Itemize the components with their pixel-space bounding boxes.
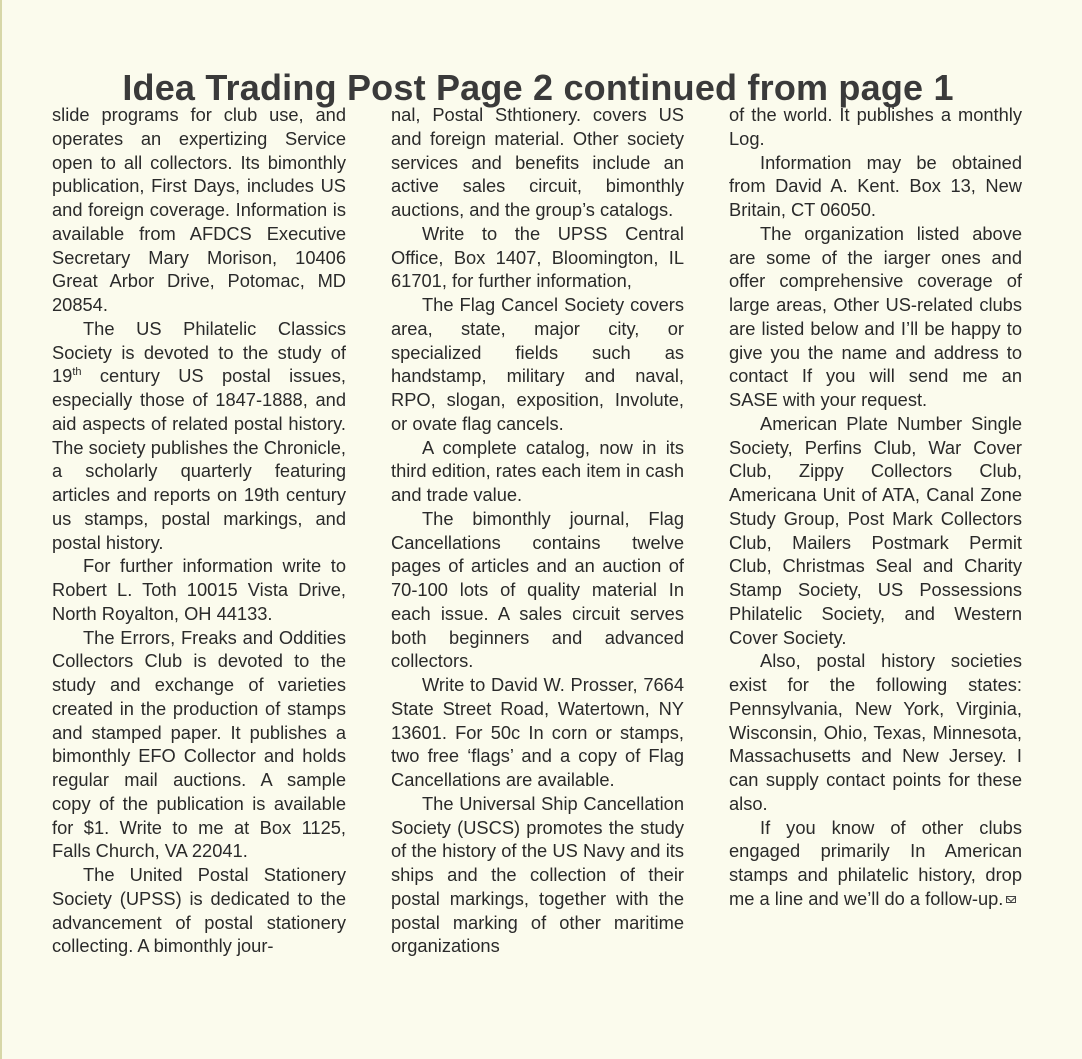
paragraph: The bimonthly journal, Flag Cancellations contains twelve pages of articles and an auction of 70-100 lots of quality material In each issue. A sales circuit serves both beginners and advanced collectors. <box>391 507 684 672</box>
paragraph: The Universal Ship Cancellation Society (USCS) promotes the study of the history of the US Navy and its ships and the collection of their postal markings, together with the postal marking of other maritime organizations <box>391 792 684 957</box>
paragraph: Write to the UPSS Central Office, Box 1407, Bloomington, IL 61701, for further information, <box>391 222 684 292</box>
envelope-icon <box>1006 896 1016 903</box>
article-column-2 <box>391 103 684 958</box>
ordinal-superscript: th <box>72 366 82 379</box>
paragraph: The Errors, Freaks and Oddities Collectors Club is devoted to the study and exchange of varieties created in the production of stamps and stamped paper. It publishes a bimonthly EFO Collector and holds regular mail auctions. A sample copy of the publication is available for $1. Write to me at Box 1125, Falls Church, VA 22041. <box>52 626 346 862</box>
paragraph: For further information write to Robert L. Toth 10015 Vista Drive, North Royalton, OH 44133. <box>52 555 346 624</box>
paragraph: of the world. It publishes a monthly Log. <box>729 104 1022 149</box>
article-column-3 <box>729 103 1022 911</box>
paragraph: The Flag Cancel Society covers area, state, major city, or specialized fields such as handstamp, military and naval, RPO, slogan, exposition, Involute, or ovate flag cancels. <box>391 294 684 434</box>
paragraph: nal, Postal Sthtionery. covers US and foreign material. Other society services and benefits include an active sales circuit, bimonthly auctions, and the group’s catalogs. <box>391 104 684 220</box>
paragraph-text: If you know of other clubs engaged primarily In American stamps and philatelic history, drop me a line and we’ll do a follow-up. <box>729 816 1022 909</box>
paragraph: Also, postal history societies exist for the following states: Pennsylvania, New York, Virginia, Wisconsin, Ohio, Texas, Minnesota, Massachusetts and New Jersey. I can supply contact points for these also. <box>729 650 1022 814</box>
paragraph-text: century US postal issues, especially those of 1847-1888, and aid aspects of related postal history. The society publishes the Chronicle, a scholarly quarterly featuring articles and reports on 19th century us stamps, postal markings, and postal history. <box>52 365 346 553</box>
paragraph: The United Postal Stationery Society (UPSS) is dedicated to the advancement of postal stationery collecting. A bimonthly jour- <box>52 864 346 957</box>
paragraph: A complete catalog, now in its third edition, rates each item in cash and trade value. <box>391 436 684 505</box>
paragraph <box>729 816 1022 911</box>
paragraph: slide programs for club use, and operates an expertizing Service open to all collectors. Its bimonthly publication, First Days, includes US and foreign coverage. Information is available from AFDCS Executive Secretary Mary Morison, 10406 Great Arbor Drive, Potomac, MD 20854. <box>52 104 346 315</box>
paragraph: American Plate Number Single Society, Perfins Club, War Cover Club, Zippy Collectors Club, Americana Unit of ATA, Canal Zone Study Group, Post Mark Collectors Club, Mailers Postmark Permit Club, Christmas Seal and Charity Stamp Society, US Possessions Philatelic Society, and Western Cover Society. <box>729 412 1022 648</box>
article-column-1 <box>52 103 346 958</box>
paragraph-text: The US Philatelic Classics Society is devoted to the study of 19 <box>52 317 346 387</box>
paragraph: Write to David W. Prosser, 7664 State Street Road, Watertown, NY 13601. For 50c In corn or stamps, two free ‘flags’ and a copy of Flag Cancellations are available. <box>391 674 684 790</box>
paragraph <box>52 317 346 555</box>
paragraph: The organization listed above are some of the iarger ones and offer comprehensive coverage of large areas, Other US-related clubs are listed below and I’ll be happy to give you the name and address to contact If you will send me an SASE with your request. <box>729 222 1022 410</box>
page-title: Idea Trading Post Page 2 continued from page 1 <box>122 67 954 109</box>
paragraph: Information may be obtained from David A. Kent. Box 13, New Britain, CT 06050. <box>729 151 1022 220</box>
